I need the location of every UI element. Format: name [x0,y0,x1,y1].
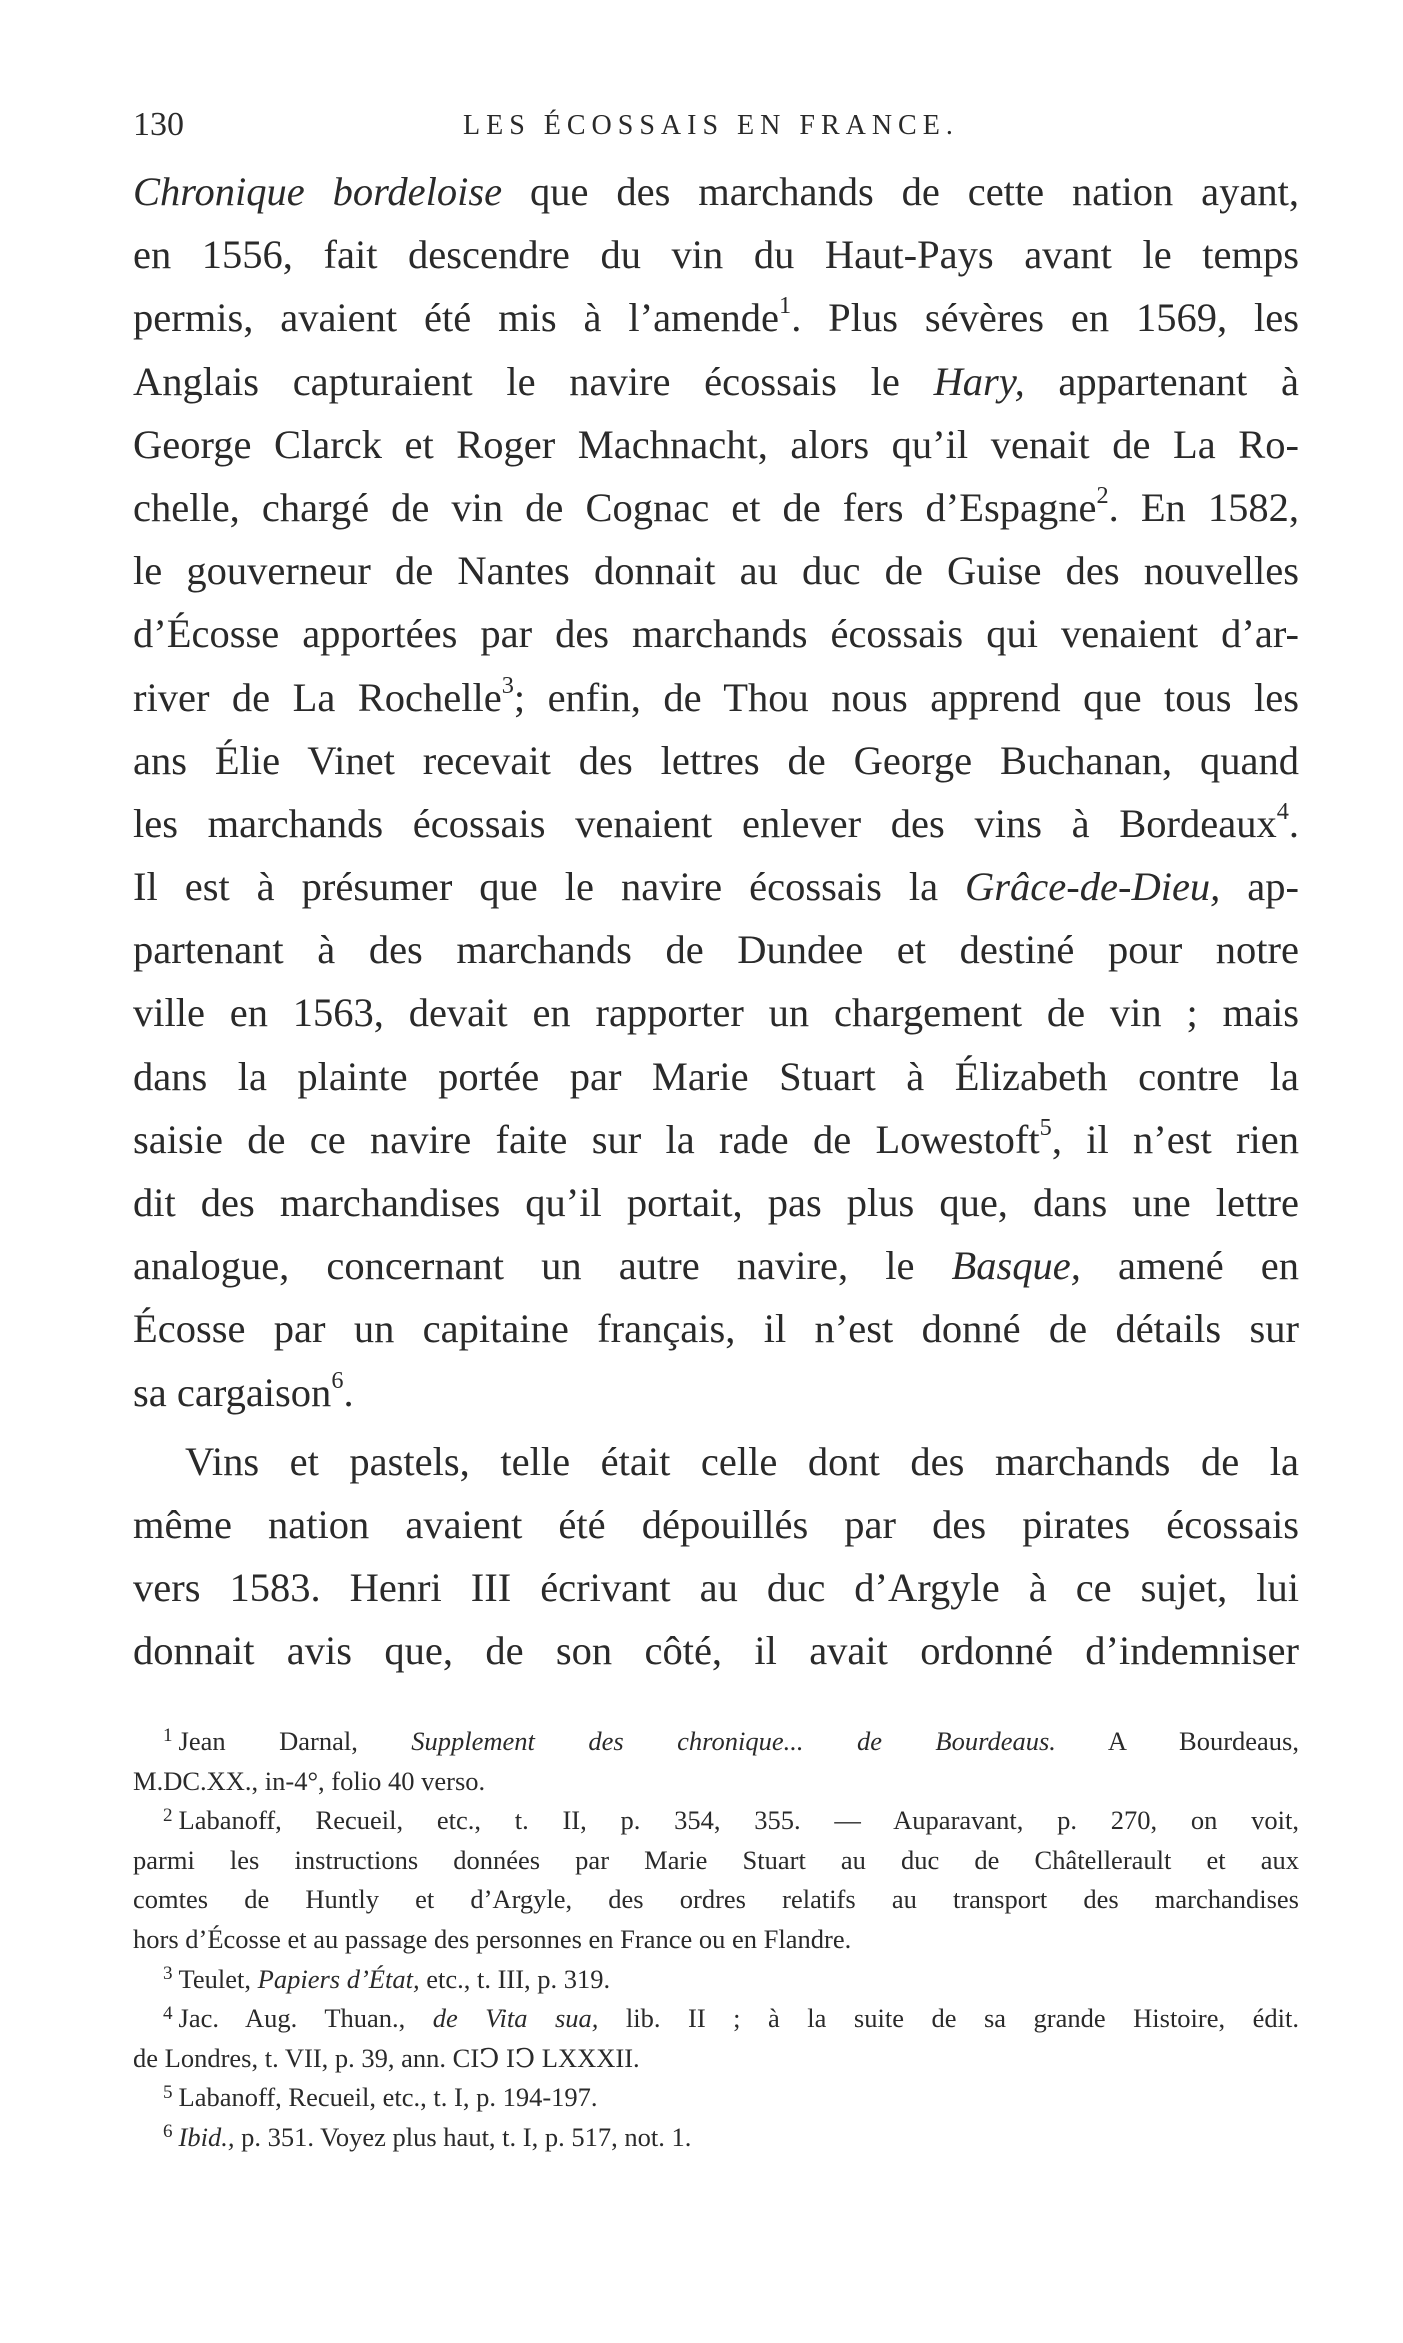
footnote-5 [133,2078,1299,2118]
page-number: 130 [133,106,184,143]
running-title: LES ÉCOSSAIS EN FRANCE. [463,110,959,141]
footnote-number: 6 [163,2121,173,2143]
footnote-line: de Londres, t. VII, p. 39, ann. CIↃ IↃ LXXXII. [133,2042,640,2073]
footnote-number: 3 [163,1962,173,1984]
text-line: Écosse par un capitaine français, il n’est donné de détails sur [133,1306,1299,1352]
text-line: George Clarck et Roger Machnacht, alors qu’il venait de La Ro- [133,421,1299,467]
text-line: permis, avaient été mis à l’amende$^1$. Plus sévères en 1569, les [133,292,1299,341]
footnote-ref: 6 [331,1366,344,1394]
footnote-ref: 2 [1096,481,1109,509]
ship-name: Basque, [951,1243,1081,1289]
text-line: dit des marchandises qu’il portait, pas plus que, dans une lettre [133,1180,1299,1225]
text-line: sa cargaison$^6$. [133,1366,354,1415]
text-line: les marchands écossais venaient enlever des vins à Bordeaux$^4$. [133,797,1299,846]
italic-title: Chronique bordeloise [133,169,503,214]
text-line: Chronique bordeloise que des marchands de cette nation ayant, [133,169,1299,214]
text-line: dans la plainte portée par Marie Stuart à Élizabeth contre la [133,1053,1299,1099]
footnote-number: 5 [163,2081,173,2103]
footnote-line: $^6$ Ibid., p. 351. Voyez plus haut, t. I, p. 517, not. 1. [163,2121,692,2152]
footnote-3 [133,1960,1299,2000]
footnote-line: $^5$ Labanoff, Recueil, etc., t. I, p. 194-197. [163,2081,598,2113]
text-line: donnait avis que, de son côté, il avait ordonné d’indemniser [133,1628,1299,1674]
text-line: même nation avaient été dépouillés par des pirates écossais [133,1501,1299,1547]
text-line: ans Élie Vinet recevait des lettres de George Buchanan, quand [133,737,1299,783]
paragraph-2 [133,1430,1299,1683]
footnote-ref: 1 [779,292,792,320]
ship-name: Grâce-de-Dieu, [965,864,1221,910]
footnote-6 [133,2118,1299,2158]
text-line: partenant à des marchands de Dundee et destiné pour notre [133,927,1299,973]
footnote-line: $^1$ Jean Darnal, Supplement des chronique... de Bourdeaus. A Bourdeaus, [163,1725,1299,1756]
text-line: river de La Rochelle$^3$; enfin, de Thou nous apprend que tous les [133,671,1299,720]
body-text [133,160,1299,1683]
text-line: Vins et pastels, telle était celle dont des marchands de la [185,1438,1299,1484]
footnote-number: 4 [163,2002,173,2024]
text-line: Anglais capturaient le navire écossais le Hary, appartenant à [133,358,1299,404]
text-line: ville en 1563, devait en rapporter un chargement de vin ; mais [133,990,1299,1036]
text-line: Il est à présumer que le navire écossais la Grâce-de-Dieu, ap- [133,864,1299,910]
footnote-1 [133,1722,1299,1801]
footnote-line: comtes de Huntly et d’Argyle, des ordres relatifs au transport des marchandises [133,1884,1299,1915]
footnote-line: $^3$ Teulet, Papiers d’État, etc., t. III, p. 319. [163,1962,611,1994]
text-line: saisie de ce navire faite sur la rade de Lowestoft$^5$, il n’est rien [133,1113,1299,1162]
text-line: en 1556, fait descendre du vin du Haut-Pays avant le temps [133,232,1299,278]
text-line: le gouverneur de Nantes donnait au duc de Guise des nouvelles [133,548,1299,594]
ship-name: Hary, [933,358,1025,404]
footnote-line: hors d’Écosse et au passage des personnes en France ou en Flandre. [133,1923,852,1954]
footnote-number: 1 [163,1725,173,1747]
text-line: chelle, chargé de vin de Cognac et de fers d’Espagne$^2$. En 1582, [133,481,1299,530]
page-header [133,106,1283,150]
footnote-line: $^2$ Labanoff, Recueil, etc., t. II, p. 354, 355. — Auparavant, p. 270, on voit, [163,1804,1299,1836]
footnote-ref: 4 [1276,797,1289,825]
footnote-number: 2 [163,1804,173,1826]
footnote-4 [133,1999,1299,2078]
footnote-ref: 3 [501,671,514,699]
text-line: d’Écosse apportées par des marchands écossais qui venaient d’ar- [133,611,1299,657]
footnote-ref: 5 [1039,1113,1052,1141]
paragraph-1 [133,160,1299,1424]
footnote-line: parmi les instructions données par Marie Stuart au duc de Châtellerault et aux [133,1844,1299,1875]
footnotes [133,1722,1299,2158]
footnote-2 [133,1801,1299,1959]
text-line: analogue, concernant un autre navire, le Basque, amené en [133,1243,1299,1289]
text-line: vers 1583. Henri III écrivant au duc d’Argyle à ce sujet, lui [133,1565,1299,1611]
footnote-line: $^4$ Jac. Aug. Thuan., de Vita sua, lib. II ; à la suite de sa grande Histoire, édit. [163,2002,1299,2034]
footnote-line: M.DC.XX., in-4°, folio 40 verso. [133,1765,486,1796]
